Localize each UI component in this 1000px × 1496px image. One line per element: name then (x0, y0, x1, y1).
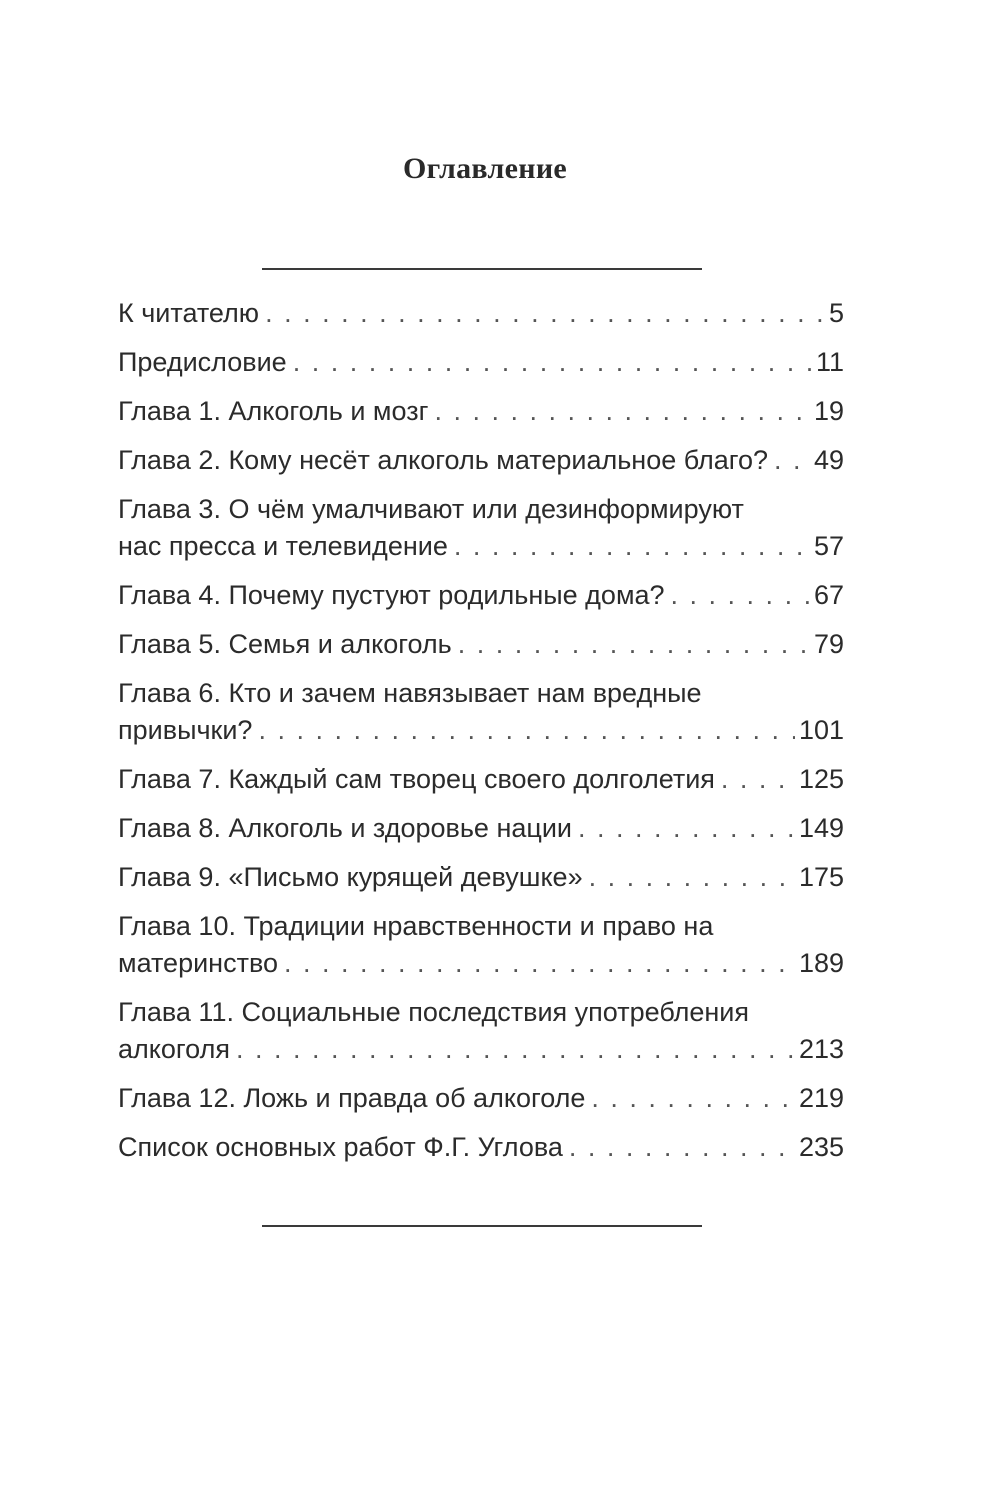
toc-entry-text: Глава 7. Каждый сам творец своего долголетия (118, 764, 715, 794)
toc-entry-text: Глава 9. «Письмо курящей девушке» (118, 862, 583, 892)
toc-entry-text: Глава 11. Социальные последствия употребления (118, 997, 749, 1027)
toc-page-number: 57 (813, 531, 844, 561)
toc-entry (118, 810, 844, 847)
toc-entry-text: алкоголя (118, 1034, 230, 1064)
toc-entry (118, 577, 844, 614)
toc-page-number: 175 (798, 862, 844, 892)
toc-entry (118, 761, 844, 798)
toc-page-number: 5 (828, 298, 844, 328)
toc-entry-text: К читателю (118, 298, 260, 328)
dot-leader (578, 810, 795, 847)
dot-leader (591, 1080, 795, 1117)
toc-page-number: 49 (813, 445, 844, 475)
toc-page-number: 101 (798, 715, 844, 745)
toc-entry (118, 626, 844, 663)
dot-leader (458, 626, 810, 663)
toc-page-number: 213 (798, 1034, 844, 1064)
dot-leader (265, 295, 825, 332)
toc-page-number: 67 (813, 580, 844, 610)
dot-leader (671, 577, 810, 614)
dot-leader (589, 859, 795, 896)
toc-entry (118, 1129, 844, 1166)
toc-entry (118, 442, 844, 479)
toc-entry (118, 1080, 844, 1117)
table-of-contents (118, 295, 844, 1166)
dot-leader (721, 761, 795, 798)
toc-entry (118, 675, 844, 749)
toc-page-number: 219 (798, 1083, 844, 1113)
dot-leader (454, 528, 810, 565)
toc-entry (118, 908, 844, 982)
toc-entry-text: нас пресса и телевидение (118, 531, 448, 561)
toc-entry-text: привычки? (118, 715, 253, 745)
dot-leader (293, 344, 812, 381)
toc-entry (118, 859, 844, 896)
toc-entry-text: материнство (118, 948, 278, 978)
dot-leader (258, 712, 794, 749)
toc-entry-text: Глава 1. Алкоголь и мозг (118, 396, 429, 426)
page-title: Оглавление (402, 152, 568, 185)
toc-entry (118, 344, 844, 381)
toc-entry-text: Предисловие (118, 347, 287, 377)
toc-entry (118, 491, 844, 565)
toc-entry-text: Глава 6. Кто и зачем навязывает нам вредные (118, 678, 702, 708)
toc-entry-text: Глава 4. Почему пустуют родильные дома? (118, 580, 665, 610)
toc-page-number: 149 (798, 813, 844, 843)
dot-leader (774, 442, 810, 479)
toc-entry (118, 994, 844, 1068)
toc-page-number: 125 (798, 764, 844, 794)
toc-entry (118, 295, 844, 332)
toc-entry (118, 393, 844, 430)
dot-leader (236, 1031, 795, 1068)
toc-entry-text: Список основных работ Ф.Г. Углова (118, 1132, 563, 1162)
toc-entry-text: Глава 12. Ложь и правда об алкоголе (118, 1083, 586, 1113)
toc-entry-text: Глава 2. Кому несёт алкоголь материальное благо? (118, 445, 769, 475)
toc-page-number: 19 (813, 396, 844, 426)
toc-entry-text: Глава 8. Алкоголь и здоровье нации (118, 813, 573, 843)
toc-page-number: 189 (798, 948, 844, 978)
dot-leader (284, 945, 795, 982)
dot-leader (434, 393, 810, 430)
toc-entry-text: Глава 5. Семья и алкоголь (118, 629, 452, 659)
top-divider (262, 268, 702, 270)
toc-entry-text: Глава 10. Традиции нравственности и право на (118, 911, 714, 941)
toc-page-number: 235 (798, 1132, 844, 1162)
toc-entry-text: Глава 3. О чём умалчивают или дезинформируют (118, 494, 744, 524)
toc-page-number: 11 (815, 347, 844, 377)
bottom-divider (262, 1225, 702, 1227)
dot-leader (569, 1129, 795, 1166)
toc-page-number: 79 (813, 629, 844, 659)
